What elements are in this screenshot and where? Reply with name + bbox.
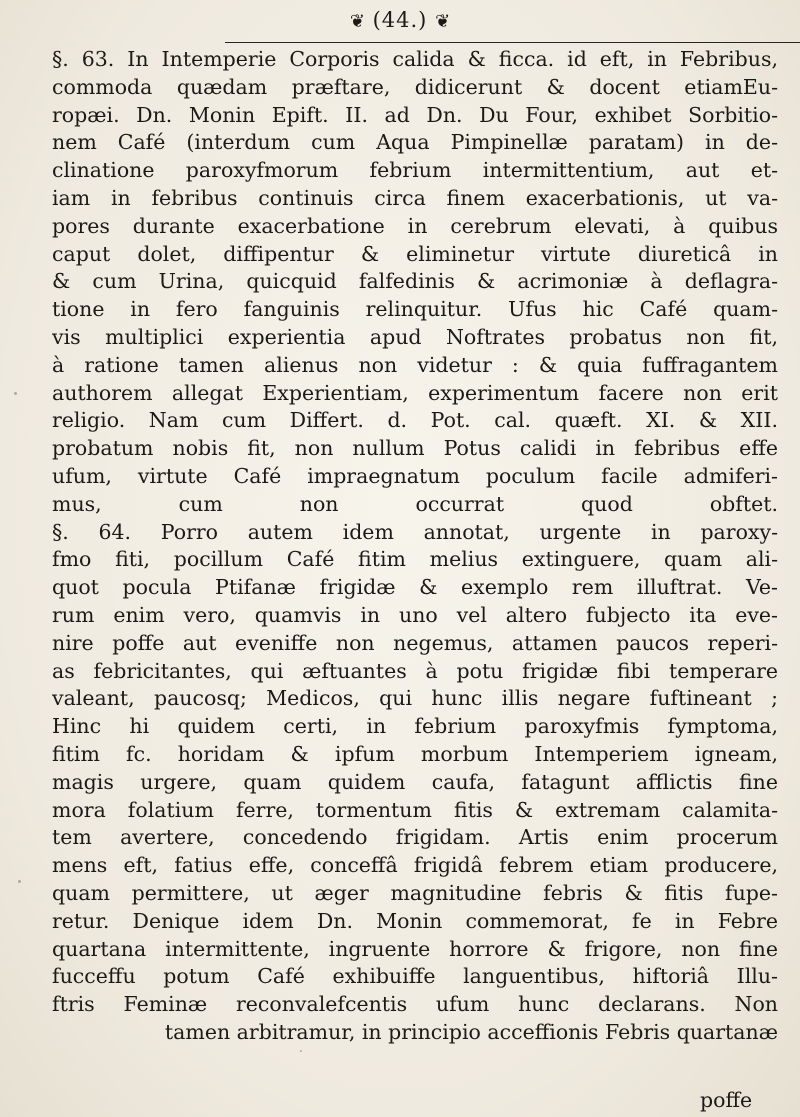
text-line: fmo fiti, pocillum Café fitim melius extinguere, quam ali- bbox=[52, 547, 778, 572]
text-line: commoda quædam præftare, didicerunt & docent etiamEu- bbox=[52, 74, 778, 99]
text-line: mora folatium ferre, tormentum fitis & extremam calamita- bbox=[52, 797, 778, 822]
text-line: ropæi. Dn. Monin Epift. II. ad Dn. Du Four, exhibet Sorbitio- bbox=[52, 102, 778, 127]
text-line: caput dolet, diffipentur & eliminetur virtute diureticâ in bbox=[52, 241, 778, 266]
text-line: religio. Nam cum Differt. d. Pot. cal. quæft. XI. & XII. bbox=[52, 408, 778, 433]
paper-speck bbox=[14, 392, 17, 395]
body-text bbox=[52, 46, 778, 1047]
text-line: ftris Feminæ reconvalefcentis ufum hunc declarans. Non bbox=[52, 992, 778, 1017]
header-rule bbox=[225, 42, 800, 43]
text-line: nem Café (interdum cum Aqua Pimpinellæ paratam) in de- bbox=[52, 130, 778, 155]
text-line: fucceffu potum Café exhibuiffe languentibus, hiftoriâ Illu- bbox=[52, 964, 778, 989]
page-number: (44.) bbox=[372, 8, 428, 32]
catchword: poffe bbox=[700, 1088, 753, 1112]
text-line: fitim fc. horidam & ipfum morbum Intemperiem igneam, bbox=[52, 741, 778, 766]
paper-speck bbox=[300, 1050, 302, 1052]
ornament-left-icon: ❦ bbox=[349, 11, 365, 32]
text-line: valeant, paucosq; Medicos, qui hunc illis negare fuftineant ; bbox=[52, 686, 778, 711]
text-line: clinatione paroxyfmorum febrium intermittentium, aut et- bbox=[52, 158, 778, 183]
text-line: tamen arbitramur, in principio acceffionis Febris quartanæ bbox=[164, 1019, 778, 1044]
text-line: nire poffe aut eveniffe non negemus, attamen paucos reperi- bbox=[52, 630, 778, 655]
paper-speck bbox=[18, 880, 21, 883]
text-line: mus, cum non occurrat quod obftet. bbox=[52, 491, 778, 516]
text-line: retur. Denique idem Dn. Monin commemorat, fe in Febre bbox=[52, 908, 778, 933]
text-line: magis urgere, quam quidem caufa, fatagunt afflictis fine bbox=[52, 769, 778, 794]
text-line: §. 63. In Intemperie Corporis calida & ficca. id eft, in Febribus, bbox=[52, 47, 778, 71]
text-line: vis multiplici experientia apud Noftrates probatus non fit, bbox=[52, 324, 778, 349]
text-line: ufum, virtute Café impraegnatum poculum facile admiferi- bbox=[52, 463, 778, 488]
text-line: quot pocula Ptifanæ frigidæ & exemplo rem illuftrat. Ve- bbox=[52, 575, 778, 600]
text-line: tem avertere, concedendo frigidam. Artis enim procerum bbox=[52, 825, 778, 850]
ornament-right-icon: ❦ bbox=[435, 11, 451, 32]
text-line: §. 64. Porro autem idem annotat, urgente in paroxy- bbox=[52, 519, 778, 544]
text-line: rum enim vero, quamvis in uno vel altero fubjecto ita eve- bbox=[52, 602, 778, 627]
text-line: tione in fero fanguinis relinquitur. Ufus hic Café quam- bbox=[52, 297, 778, 322]
text-line: authorem allegat Experientiam, experimentum facere non erit bbox=[52, 380, 778, 405]
text-line: quam permittere, ut æger magnitudine febris & fitis fupe- bbox=[52, 880, 778, 905]
text-line: mens eft, fatius effe, conceffâ frigidâ febrem etiam producere, bbox=[52, 853, 778, 878]
text-line: as febricitantes, qui æftuantes à potu frigidæ fibi temperare bbox=[52, 658, 778, 683]
text-line: & cum Urina, quicquid falfedinis & acrimoniæ à deflagra- bbox=[52, 269, 778, 294]
text-line: iam in febribus continuis circa finem exacerbationis, ut va- bbox=[52, 185, 778, 210]
text-line: quartana intermittente, ingruente horrore & frigore, non fine bbox=[52, 936, 778, 961]
text-line: à ratione tamen alienus non videtur : & quia fuffragantem bbox=[52, 352, 778, 377]
text-line: pores durante exacerbatione in cerebrum elevati, à quibus bbox=[52, 213, 778, 238]
text-line: Hinc hi quidem certi, in febrium paroxyfmis fymptoma, bbox=[52, 714, 778, 739]
page-header bbox=[0, 8, 800, 32]
text-line: probatum nobis fit, non nullum Potus calidi in febribus effe bbox=[52, 436, 778, 461]
